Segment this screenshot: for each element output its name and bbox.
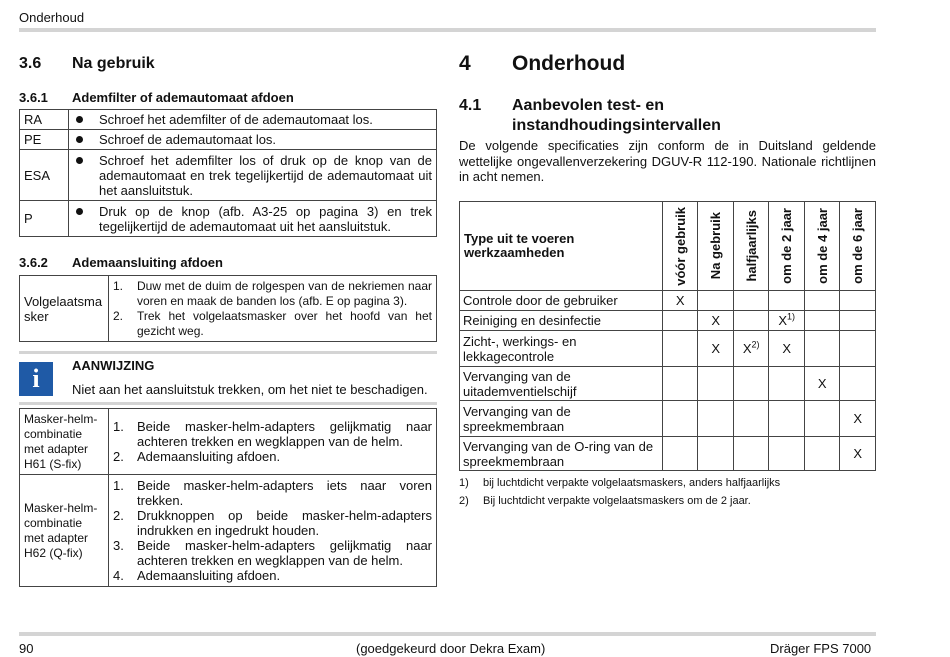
interval-cell: [769, 437, 804, 471]
step-number: 2.: [113, 308, 124, 323]
interval-mark: X: [778, 313, 788, 328]
section-number: 3.6.2: [19, 255, 48, 270]
footnote: [459, 477, 876, 491]
interval-cell: [663, 367, 698, 401]
interval-cell: [804, 367, 839, 401]
activity-cell: Reiniging en desinfectie: [460, 311, 663, 331]
list-item: [113, 449, 432, 464]
list-item: [113, 508, 432, 538]
interval-mark: X: [817, 376, 827, 391]
table-row: [460, 331, 876, 367]
interval-cell: [769, 331, 804, 367]
interval-cell: [733, 291, 768, 311]
table-row: [20, 276, 437, 342]
activity-cell: Vervanging van de uitademventielschijf: [460, 367, 663, 401]
step-text: Beide masker-helm-adapters gelijkmatig naar achteren trekken en wegklappen van de helm.: [137, 419, 432, 449]
footnote-number: 2): [459, 495, 469, 507]
column-header: [840, 202, 876, 291]
section-title: Ademfilter of ademautomaat afdoen: [72, 90, 294, 105]
interval-cell: [804, 437, 839, 471]
table-row: [460, 367, 876, 401]
interval-mark: X: [675, 293, 685, 308]
column-header: [804, 202, 839, 291]
list-item: [113, 309, 432, 339]
maintenance-interval-table: [459, 201, 876, 471]
row-cell: [69, 130, 437, 150]
footer-center: (goedgekeurd door Dekra Exam): [356, 641, 546, 656]
interval-cell: [663, 437, 698, 471]
interval-cell: [840, 367, 876, 401]
filter-removal-table: [19, 109, 437, 237]
table-row: [20, 130, 437, 150]
interval-cell: [733, 367, 768, 401]
row-key: PE: [20, 130, 69, 150]
section-title: Ademaansluiting afdoen: [72, 255, 223, 270]
step-number: 1.: [113, 419, 124, 434]
interval-cell: [804, 291, 839, 311]
interval-cell: [804, 331, 839, 367]
activity-cell: Vervanging van de spreekmembraan: [460, 401, 663, 437]
interval-mark: X: [711, 313, 721, 328]
activity-cell: Vervanging van de O-ring van de spreekmembraan: [460, 437, 663, 471]
intro-paragraph: De volgende specificaties zijn conform de in Duitsland geldende wettelijke ongevallenverzekering DGUV-R 112-190. Nationale richtlijnen in acht nemen.: [459, 138, 876, 184]
interval-cell: [769, 311, 804, 331]
table-row: [460, 311, 876, 331]
column-header-text: Na gebruik: [708, 212, 724, 280]
footnote-ref: 2): [751, 339, 760, 350]
column-header: [698, 202, 733, 291]
row-key: RA: [20, 110, 69, 130]
column-header-text: halfjaarlijks: [743, 210, 759, 282]
interval-cell: [663, 291, 698, 311]
header-rule: [19, 28, 876, 32]
column-header-text: vóór gebruik: [672, 206, 688, 286]
step-text: Trek het volgelaatsmasker over het hoofd van het gezicht weg.: [137, 308, 432, 338]
chapter-title: Onderhoud: [512, 52, 626, 75]
footnote-text: bij luchtdicht verpakte volgelaatsmaskers, anders halfjaarlijks: [483, 477, 781, 489]
interval-cell: [840, 291, 876, 311]
info-icon: i: [19, 362, 53, 396]
column-header-text: om de 6 jaar: [850, 208, 866, 284]
interval-mark: X: [853, 446, 863, 461]
column-header-text: om de 4 jaar: [814, 208, 830, 284]
interval-cell: [698, 311, 733, 331]
section-number: 4.1: [459, 97, 482, 114]
interval-cell: [769, 367, 804, 401]
interval-cell: [840, 311, 876, 331]
section-3-6-heading: [19, 55, 419, 75]
step-text: Ademaansluiting afdoen.: [137, 449, 281, 464]
section-title: Na gebruik: [72, 55, 155, 72]
interval-cell: [733, 401, 768, 437]
footnote: [459, 495, 876, 509]
row-cell: [69, 150, 437, 201]
bullet-icon: [76, 208, 83, 215]
section-3-6-1-heading: [19, 90, 419, 106]
table-row: [460, 401, 876, 437]
note-rule-top: [19, 351, 437, 354]
row-cell: [69, 201, 437, 237]
table-row: [460, 291, 876, 311]
activity-column-header: Type uit te voeren werkzaamheden: [460, 202, 663, 291]
step-number: 1.: [113, 478, 124, 493]
step-text: Drukknoppen op beide masker-helm-adapters indrukken en ingedrukt houden.: [137, 508, 432, 538]
step-text: Duw met de duim de rolgespen van de nekriemen naar voren en maak de banden los (afb. E op pagina 3).: [137, 278, 432, 308]
interval-cell: [769, 401, 804, 437]
table-header-row: [460, 202, 876, 291]
column-header: [769, 202, 804, 291]
row-key: Masker-helm-combinatie met adapter H61 (S-fix): [20, 409, 109, 475]
note-heading: AANWIJZING: [72, 358, 155, 373]
step-number: 2.: [113, 449, 124, 464]
activity-cell: Controle door de gebruiker: [460, 291, 663, 311]
list-item: [113, 279, 432, 309]
row-text: Druk op de knop (afb. A3-25 op pagina 3) en trek tegelijkertijd de ademautomaat uit het aansluitstuk.: [99, 203, 432, 234]
row-key: ESA: [20, 150, 69, 201]
footnote-number: 1): [459, 477, 469, 489]
row-key-text: Volgelaatsmasker: [24, 293, 103, 324]
interval-cell: [733, 331, 768, 367]
section-number: 3.6: [19, 55, 42, 72]
row-cell: [109, 276, 437, 342]
interval-cell: [698, 401, 733, 437]
interval-cell: [769, 291, 804, 311]
interval-cell: [804, 311, 839, 331]
interval-cell: [698, 331, 733, 367]
step-number: 2.: [113, 508, 124, 523]
running-head: Onderhoud: [19, 10, 85, 25]
note-rule-bottom: [19, 402, 437, 405]
row-key: P: [20, 201, 69, 237]
table-row: [460, 437, 876, 471]
row-text: Schroef het ademfilter of de ademautomaat los.: [99, 112, 373, 127]
column-header-text: om de 2 jaar: [779, 208, 795, 284]
row-cell: [69, 110, 437, 130]
table-row: [20, 150, 437, 201]
interval-cell: [840, 331, 876, 367]
activity-cell: Zicht-, werkings- en lekkagecontrole: [460, 331, 663, 367]
interval-cell: [840, 401, 876, 437]
row-text: Schroef het ademfilter los of druk op de knop van de ademautomaat en trek tegelijkertijd de ademautomaat uit het aansluitstuk.: [99, 152, 432, 198]
list-item: [113, 538, 432, 568]
interval-cell: [663, 331, 698, 367]
interval-cell: [733, 311, 768, 331]
row-cell: [109, 409, 437, 475]
interval-cell: [840, 437, 876, 471]
interval-cell: [698, 291, 733, 311]
interval-mark: X: [782, 341, 792, 356]
bullet-icon: [76, 116, 83, 123]
row-text: Schroef de ademautomaat los.: [99, 132, 277, 147]
section-title-line2: instandhoudingsintervallen: [512, 117, 721, 134]
row-key: Masker-helm-combinatie met adapter H62 (Q-fix): [20, 475, 109, 587]
note-text: Niet aan het aansluitstuk trekken, om het niet te beschadigen.: [72, 382, 428, 397]
product-name: Dräger FPS 7000: [770, 641, 872, 656]
interval-cell: [698, 437, 733, 471]
bullet-icon: [76, 136, 83, 143]
section-4-1-heading: [459, 96, 876, 136]
interval-cell: [663, 401, 698, 437]
table-row: [20, 409, 437, 475]
step-text: Beide masker-helm-adapters iets naar voren trekken.: [137, 478, 432, 508]
step-number: 3.: [113, 538, 124, 553]
interval-mark: X: [853, 411, 863, 426]
table-row: [20, 110, 437, 130]
table-row: [20, 201, 437, 237]
list-item: [113, 568, 432, 583]
row-cell: [109, 475, 437, 587]
interval-cell: [733, 437, 768, 471]
chapter-number: 4: [459, 52, 471, 75]
page-number: 90: [19, 641, 34, 656]
step-text: Beide masker-helm-adapters gelijkmatig naar achteren trekken en wegklappen van de helm.: [137, 538, 432, 568]
bullet-icon: [76, 157, 83, 164]
footer-rule: [19, 632, 876, 636]
step-number: 1.: [113, 278, 124, 293]
list-item: [113, 478, 432, 508]
interval-mark: X: [711, 341, 721, 356]
interval-mark: X: [742, 341, 752, 356]
table-row: [20, 475, 437, 587]
footnote-text: Bij luchtdicht verpakte volgelaatsmaskers om de 2 jaar.: [483, 495, 751, 507]
interval-cell: [663, 311, 698, 331]
step-number: 4.: [113, 568, 124, 583]
footnote-ref: 1): [787, 311, 796, 322]
list-item: [113, 419, 432, 449]
section-title-line1: Aanbevolen test- en: [512, 97, 665, 114]
interval-rows: [460, 291, 876, 471]
step-text: Ademaansluiting afdoen.: [137, 568, 281, 583]
section-number: 3.6.1: [19, 90, 48, 105]
column-header: [733, 202, 768, 291]
interval-cell: [698, 367, 733, 401]
chapter-4-heading: [459, 52, 876, 78]
interval-cell: [804, 401, 839, 437]
mask-removal-table: [19, 275, 437, 342]
section-3-6-2-heading: [19, 255, 419, 271]
helmet-combination-table: [19, 408, 437, 587]
column-header: [663, 202, 698, 291]
row-key: [20, 276, 109, 342]
